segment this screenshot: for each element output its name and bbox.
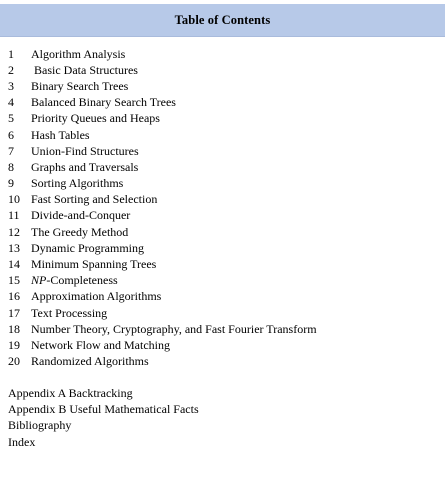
chapter-number: 14 [8, 257, 20, 272]
chapter-title: Binary Search Trees [31, 78, 129, 93]
chapter-title-italic: NP [31, 273, 47, 288]
chapter-item[interactable] [0, 192, 445, 208]
toc-header [0, 4, 445, 37]
chapter-number: 18 [8, 321, 20, 336]
chapter-item[interactable] [0, 176, 445, 192]
chapter-title: Network Flow and Matching [31, 337, 170, 352]
chapter-number: 1 [8, 46, 14, 61]
chapter-number: 9 [8, 176, 14, 191]
chapter-item[interactable] [0, 321, 445, 337]
chapter-item[interactable] [0, 111, 445, 127]
appendix-a-item[interactable]: Appendix A Backtracking [8, 385, 133, 400]
chapter-number: 19 [8, 337, 20, 352]
chapter-item[interactable] [0, 305, 445, 321]
chapter-title: Sorting Algorithms [31, 176, 124, 191]
chapter-title: Priority Queues and Heaps [31, 111, 160, 126]
appendix-b-item[interactable]: Appendix B Useful Mathematical Facts [8, 402, 199, 417]
chapter-title: Randomized Algorithms [31, 354, 149, 369]
chapter-item[interactable] [0, 127, 445, 143]
chapter-title: Balanced Binary Search Trees [31, 95, 176, 110]
chapter-title: Fast Sorting and Selection [31, 192, 158, 207]
chapter-item[interactable] [0, 208, 445, 224]
chapter-title: The Greedy Method [31, 224, 129, 239]
chapter-title: Basic Data Structures [34, 62, 138, 77]
page-title: Table of Contents [174, 12, 271, 27]
chapter-number: 4 [8, 95, 14, 110]
chapter-number: 2 [8, 62, 14, 77]
chapter-number: 20 [8, 354, 20, 369]
chapter-title: Union-Find Structures [31, 143, 139, 158]
chapter-item[interactable] [0, 240, 445, 256]
bibliography-item[interactable]: Bibliography [8, 418, 72, 433]
chapter-number: 8 [8, 159, 14, 174]
chapter-title: Text Processing [31, 305, 108, 320]
chapter-item[interactable] [0, 95, 445, 111]
chapter-item[interactable] [0, 354, 445, 370]
chapter-number: 6 [8, 127, 14, 142]
index-item[interactable]: Index [8, 434, 36, 449]
chapter-number: 3 [8, 78, 14, 93]
chapter-number: 13 [8, 240, 20, 255]
chapter-number: 16 [8, 289, 20, 304]
chapter-title: Graphs and Traversals [31, 159, 139, 174]
chapter-item[interactable] [0, 224, 445, 240]
chapter-item[interactable] [0, 289, 445, 305]
chapter-number: 10 [8, 192, 20, 207]
chapter-title: Divide-and-Conquer [31, 208, 131, 223]
chapter-item[interactable] [0, 143, 445, 159]
chapter-title: Approximation Algorithms [31, 289, 162, 304]
backmatter-list [8, 385, 199, 451]
chapter-title: Dynamic Programming [31, 240, 144, 255]
chapter-list [0, 46, 445, 370]
chapter-title: Minimum Spanning Trees [31, 257, 157, 272]
chapter-number: 12 [8, 224, 20, 239]
chapter-number: 17 [8, 305, 20, 320]
chapter-number: 15 [8, 273, 20, 288]
chapter-item[interactable] [0, 256, 445, 272]
chapter-title-rest: -Completeness [46, 273, 118, 288]
chapter-item[interactable] [0, 46, 445, 62]
chapter-item[interactable] [0, 273, 445, 289]
chapter-number: 7 [8, 143, 14, 158]
chapter-item[interactable] [0, 159, 445, 175]
chapter-item[interactable] [0, 337, 445, 353]
chapter-item[interactable] [0, 62, 445, 78]
chapter-title [31, 273, 445, 288]
chapter-title: Number Theory, Cryptography, and Fast Fourier Transform [31, 321, 317, 336]
chapter-title: Hash Tables [31, 127, 90, 142]
chapter-item[interactable] [0, 78, 445, 94]
chapter-number: 11 [8, 208, 20, 223]
chapter-number: 5 [8, 111, 14, 126]
chapter-title: Algorithm Analysis [31, 46, 126, 61]
